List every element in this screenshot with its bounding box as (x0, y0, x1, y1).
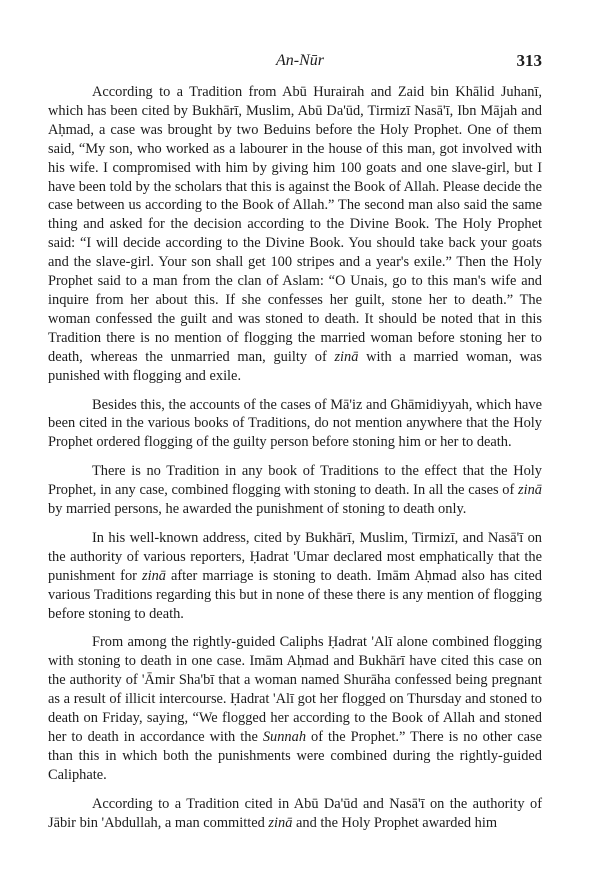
italic-term: zinā (268, 814, 293, 831)
italic-term: zinā (334, 348, 359, 365)
italic-term: zinā (518, 482, 542, 499)
italic-term: Sunnah (262, 729, 307, 745)
paragraph (48, 83, 542, 386)
paragraph (48, 795, 542, 833)
text-run: In his well-known address, cited by Bukhārī, Muslim, Tirmizī, and Nasā'ī on the authority of various reporters, Ḥadrat 'Umar declared most emphatically that the punishment for (48, 529, 542, 584)
text-run: According to a Tradition cited in Abū Da'ūd and Nasā'ī on the authority of Jābir bin 'Abdullah, a man committed (48, 795, 542, 831)
paragraph (48, 462, 542, 519)
paragraph (48, 396, 542, 453)
text-run: From among the rightly-guided Caliphs Ḥadrat 'Alī alone combined flogging with stoning to death in one case. Imām Aḥmad and Bukhārī have cited this case on the authority of 'Āmir Sha'bī that a woman named Shurāha confessed being pregnant as a result of illicit intercourse. Ḥadrat 'Alī got her flogged on Thursday and stoned to death on Friday, saying, “We flogged her according to the Book of Allah and stoned her to death in accordance with the (48, 634, 542, 745)
text-run: with a married woman, was punished with flogging and exile. (48, 348, 542, 384)
paragraph (48, 633, 542, 784)
text-run: There is no Tradition in any book of Traditions to the effect that the Holy Prophet, in any case, combined flogging with stoning to death. In all the cases of (48, 463, 542, 499)
text-run: Besides this, the accounts of the cases of Mā'iz and Ghāmidiyyah, which have been cited in the various books of Traditions, do not mention anywhere that the Holy Prophet ordered flogging of the guilty person before stoning him or her to death. (48, 396, 542, 451)
page-number: 313 (516, 51, 542, 70)
page-header (48, 52, 552, 74)
text-run: of the Prophet.” There is no other case than this in which both the punishments were combined during the rightly-guided Caliphate. (48, 729, 542, 783)
body-text (48, 83, 542, 833)
text-run: and the Holy Prophet awarded him (292, 814, 498, 831)
text-run: by married persons, he awarded the punishment of stoning to death only. (48, 501, 467, 518)
paragraph (48, 529, 542, 624)
italic-term: zinā (141, 567, 166, 584)
running-title: An-Nūr (276, 52, 324, 69)
text-run: According to a Tradition from Abū Hurairah and Zaid bin Khālid Juhanī, which has been cited by Bukhārī, Muslim, Abū Da'ūd, Tirmizī Nasā'ī, Ibn Mājah and Aḥmad, a case was brought by two Beduins before the Holy Prophet. One of them said, “My son, who worked as a labourer in the house of this man, got involved with his wife. I compromised with him by giving him 100 goats and one slave-girl, but I have been told by the scholars that this is against the Book of Allah. Please decide the case between us according to the Book of Allah.” The second man also said the same thing and asked for the decision according to the Divine Book. The Holy Prophet said: “I will decide according to the Divine Book. You should take back your goats and the slave-girl. Your son shall get 100 stripes and a year's exile.” Then the Holy Prophet said to a man from the clan of Aslam: “O Unais, go to this man's wife and inquire from her about this. If she confesses her guilt, stone her to death.” The woman confessed the guilt and was stoned to death. It should be noted that in this Tradition there is no mention of flogging the married woman before stoning her to death, whereas the unmarried man, guilty of (48, 84, 542, 365)
text-run: after marriage is stoning to death. Imām Aḥmad also has cited various Traditions regarding this but in none of these there is any mention of flogging before stoning to death. (48, 567, 542, 622)
